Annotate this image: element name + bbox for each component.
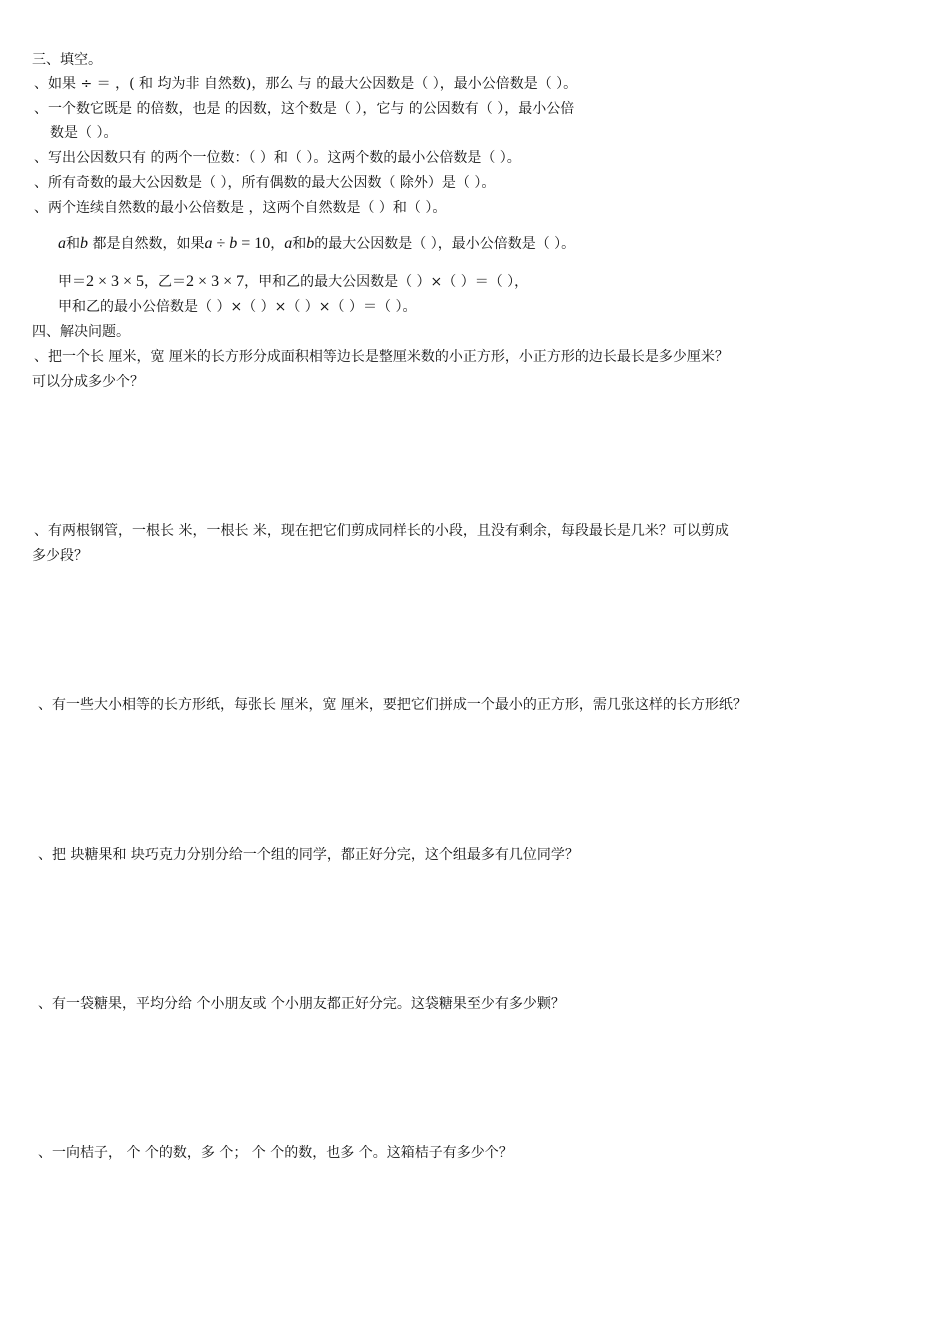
text-gcd-lcm: 的最大公因数是（ ），最小公倍数是（ ）。 <box>314 236 576 252</box>
text-comma: ， <box>270 236 285 252</box>
problem-4-2-line-2: 多少段？ <box>32 548 88 564</box>
question-3-4: 、所有奇数的最大公因数是（ ），所有偶数的最大公因数（ 除外）是（ ）。 <box>34 175 496 191</box>
question-3-5: 、两个连续自然数的最小公倍数是 ，这两个自然数是（ ）和（ ）。 <box>34 200 447 216</box>
problem-4-1-line-2: 可以分成多少个？ <box>32 374 144 390</box>
question-3-7-line-1 <box>58 272 528 292</box>
text-comma: ， <box>144 274 159 290</box>
text-yi: 乙＝ <box>158 274 187 290</box>
problem-4-4: 、把 块糖果和 块巧克力分别分给一个组的同学，都正好分完，这个组最多有几位同学？ <box>38 847 579 863</box>
jia-factorization: 2 × 3 × 5 <box>86 273 145 290</box>
text-are-natural: 都是自然数，如果 <box>92 236 205 252</box>
question-3-6 <box>58 234 575 254</box>
yi-factorization: 2 × 3 × 7 <box>186 273 245 290</box>
var-a-2: a <box>284 235 293 252</box>
problem-4-3: 、有一些大小相等的长方形纸，每张长 厘米，宽 厘米，要把它们拼成一个最小的正方形，需几张这样的长方形纸？ <box>38 697 747 713</box>
problem-4-1-line-1: 、把一个长 厘米，宽 厘米的长方形分成面积相等边长是整厘米数的小正方形，小正方形的边长最长是多少厘米？ <box>34 349 729 365</box>
question-3-7-line-2: 甲和乙的最小公倍数是（ ）×（ ）×（ ）×（ ）＝（ ）。 <box>58 299 417 315</box>
question-3-3: 、写出公因数只有 的两个一位数：（ ）和（ ）。这两个数的最小公倍数是（ ）。 <box>34 150 521 166</box>
question-3-2-line-2: 数是（ ）。 <box>50 125 118 141</box>
text-and: 和 <box>66 236 80 252</box>
section-4-heading: 四、解决问题。 <box>32 324 130 340</box>
text-gcd: ，甲和乙的最大公因数是（ ）×（ ）＝（ ）， <box>244 274 529 290</box>
problem-4-2-line-1: 、有两根钢管，一根长 米，一根长 米，现在把它们剪成同样长的小段，且没有剩余，每段最长是几米？可以剪成 <box>34 523 729 539</box>
question-3-2-line-1: 、一个数它既是 的倍数，也是 的因数，这个数是（ ），它与 的公因数有（ ），最小公倍 <box>34 101 575 117</box>
equation-a-div-b: a ÷ b = 10 <box>204 235 271 252</box>
problem-4-6: 、一向桔子， 个 个的数，多 个； 个 个的数，也多 个。这箱桔子有多少个？ <box>38 1145 513 1161</box>
var-b-2: b <box>306 235 315 252</box>
var-b: b <box>80 235 88 252</box>
section-3-heading: 三、填空。 <box>32 52 102 68</box>
problem-4-5: 、有一袋糖果，平均分给 个小朋友或 个小朋友都正好分完。这袋糖果至少有多少颗？ <box>38 996 565 1012</box>
text-jia: 甲＝ <box>58 274 86 290</box>
question-3-1: 、如果 ÷ ＝ ，( 和 均为非 自然数)，那么 与 的最大公因数是（ ），最小公倍数是（ ）。 <box>34 76 578 92</box>
var-a: a <box>58 235 66 252</box>
text-and-2: 和 <box>292 236 307 252</box>
